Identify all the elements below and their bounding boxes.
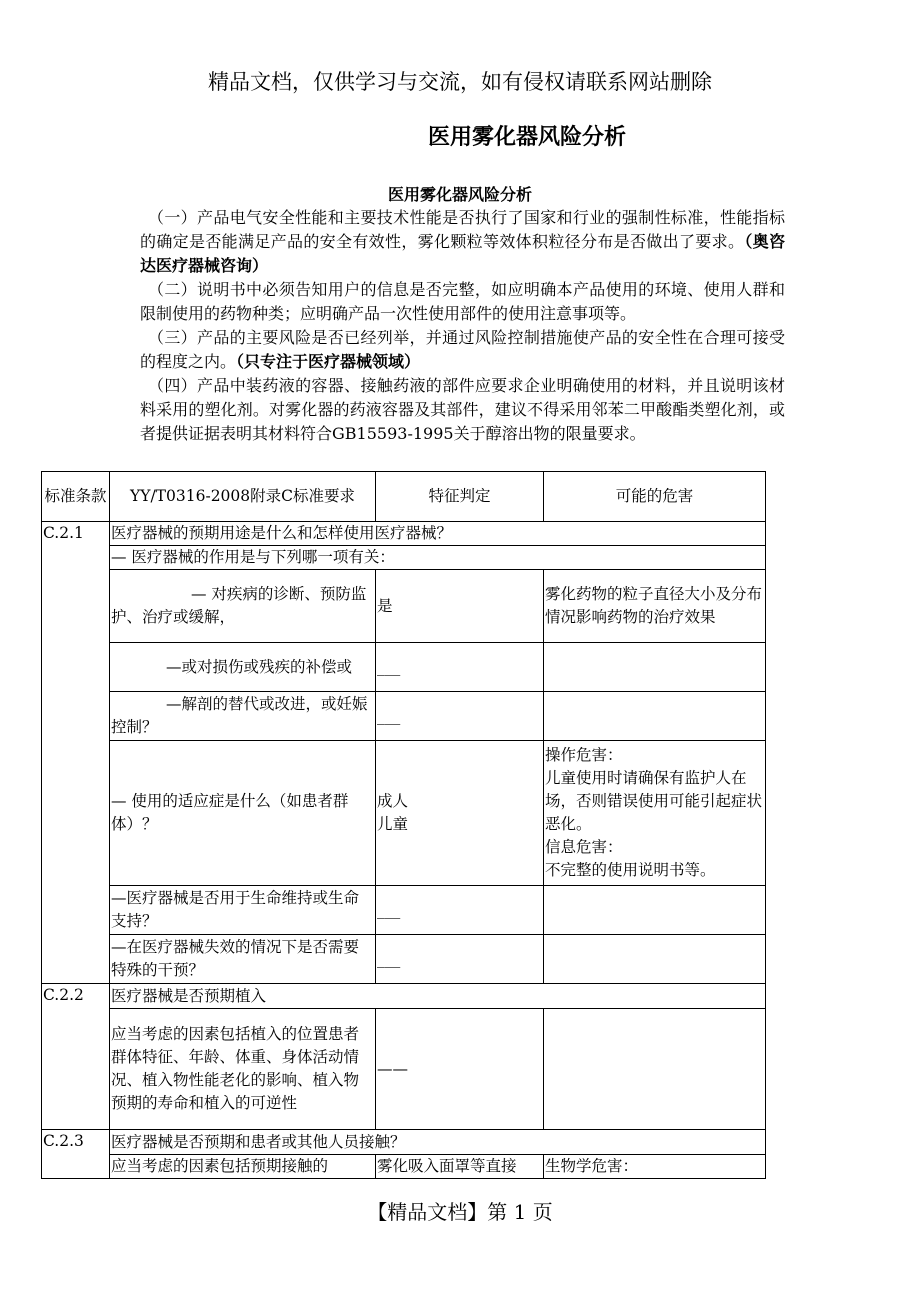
intro-bold-note-1: （奥咨达医疗器械咨询）: [140, 232, 785, 275]
hazard-cell: [544, 643, 766, 692]
table-row: [42, 546, 766, 570]
intro-section: [140, 206, 785, 446]
header-judgement: 特征判定: [376, 472, 544, 522]
requirement-cell: —医疗器械是否用于生命维持或生命支持？: [110, 886, 376, 935]
hazard-cell: [544, 1009, 766, 1130]
judgement-line: 儿童: [377, 815, 409, 833]
hazard-cell: 生物学危害：: [544, 1155, 766, 1179]
question-c223: 医疗器械是否预期和患者或其他人员接触？: [110, 1130, 766, 1155]
table-row: [42, 984, 766, 1009]
document-title: 医用雾化器风险分析: [428, 125, 627, 150]
header-clause: 标准条款: [42, 472, 110, 522]
table-row: [42, 1130, 766, 1155]
hazard-cell: [544, 935, 766, 984]
hazard-cell: [544, 692, 766, 741]
table-row: [42, 1009, 766, 1130]
judgement-cell: ___: [376, 935, 544, 984]
header-hazard: 可能的危害: [544, 472, 766, 522]
requirement-cell: — 对疾病的诊断、预防监护、治疗或缓解，: [110, 570, 376, 643]
judgement-cell: [376, 741, 544, 886]
intro-paragraph-1: （一）产品电气安全性能和主要技术性能是否执行了国家和行业的强制性标准，性能指标的确定是否能满足产品的安全有效性，雾化颗粒等效体积粒径分布是否做出了要求。（奥咨达医疗器械咨询）: [140, 208, 785, 275]
intro-paragraph-2: （二）说明书中必须告知用户的信息是否完整，如应明确本产品使用的环境、使用人群和限制使用的药物种类；应明确产品一次性使用部件的使用注意事项等。: [140, 280, 785, 323]
hazard-line: 操作危害：: [545, 746, 623, 764]
table-row: [42, 522, 766, 546]
intro-bold-note-3: （只专注于医疗器械领域）: [236, 352, 421, 371]
copyright-header-note: 精品文档，仅供学习与交流，如有侵权请联系网站删除: [208, 70, 712, 94]
table-row: [42, 935, 766, 984]
clause-c222: C.2.2: [42, 984, 110, 1130]
requirement-cell: — 使用的适应症是什么（如患者群体）？: [110, 741, 376, 886]
hazard-cell: [544, 741, 766, 886]
judgement-cell: ___: [376, 643, 544, 692]
hazard-cell: [544, 886, 766, 935]
table-row: [42, 741, 766, 886]
risk-analysis-table: [41, 471, 766, 1179]
judgement-cell: ___: [376, 692, 544, 741]
question-c221: 医疗器械的预期用途是什么和怎样使用医疗器械？: [110, 522, 766, 546]
subquestion-c221: — 医疗器械的作用是与下列哪一项有关：: [110, 546, 766, 570]
requirement-cell: —在医疗器械失效的情况下是否需要特殊的干预？: [110, 935, 376, 984]
clause-c221: C.2.1: [42, 522, 110, 984]
section-subtitle: 医用雾化器风险分析: [387, 185, 532, 204]
table-row: [42, 570, 766, 643]
hazard-line: 不完整的使用说明书等。: [545, 861, 716, 879]
page-footer: 【精品文档】第 1 页: [367, 1200, 553, 1224]
table-row: [42, 692, 766, 741]
requirement-cell: 应当考虑的因素包括预期接触的: [110, 1155, 376, 1179]
header-requirement: YY/T0316-2008附录C标准要求: [110, 472, 376, 522]
intro-paragraph-3: （三）产品的主要风险是否已经列举，并通过风险控制措施使产品的安全性在合理可接受的程度之内。（只专注于医疗器械领域）: [140, 328, 785, 371]
hazard-line: 信息危害：: [545, 838, 623, 856]
requirement-cell: —解剖的替代或改进，或妊娠控制？: [110, 692, 376, 741]
table-row: [42, 643, 766, 692]
table-header-row: [42, 472, 766, 522]
judgement-cell: ——: [376, 1009, 544, 1130]
judgement-cell: 是: [376, 570, 544, 643]
judgement-cell: ___: [376, 886, 544, 935]
requirement-cell: 应当考虑的因素包括植入的位置患者群体特征、年龄、体重、身体活动情况、植入物性能老化的影响、植入物预期的寿命和植入的可逆性: [110, 1009, 376, 1130]
hazard-line: 儿童使用时请确保有监护人在场，否则错误使用可能引起症状恶化。: [545, 769, 763, 833]
requirement-cell: —或对损伤或残疾的补偿或: [110, 643, 376, 692]
judgement-line: 成人: [377, 792, 409, 810]
judgement-cell: 雾化吸入面罩等直接: [376, 1155, 544, 1179]
question-c222: 医疗器械是否预期植入: [110, 984, 766, 1009]
table-row: [42, 1155, 766, 1179]
hazard-cell: 雾化药物的粒子直径大小及分布情况影响药物的治疗效果: [544, 570, 766, 643]
intro-paragraph-4: （四）产品中装药液的容器、接触药液的部件应要求企业明确使用的材料，并且说明该材料采用的塑化剂。对雾化器的药液容器及其部件，建议不得采用邻苯二甲酸酯类塑化剂，或者提供证据表明其材料符合GB15593-1995关于醇溶出物的限量要求。: [140, 376, 785, 443]
table-row: [42, 886, 766, 935]
clause-c223: C.2.3: [42, 1130, 110, 1179]
